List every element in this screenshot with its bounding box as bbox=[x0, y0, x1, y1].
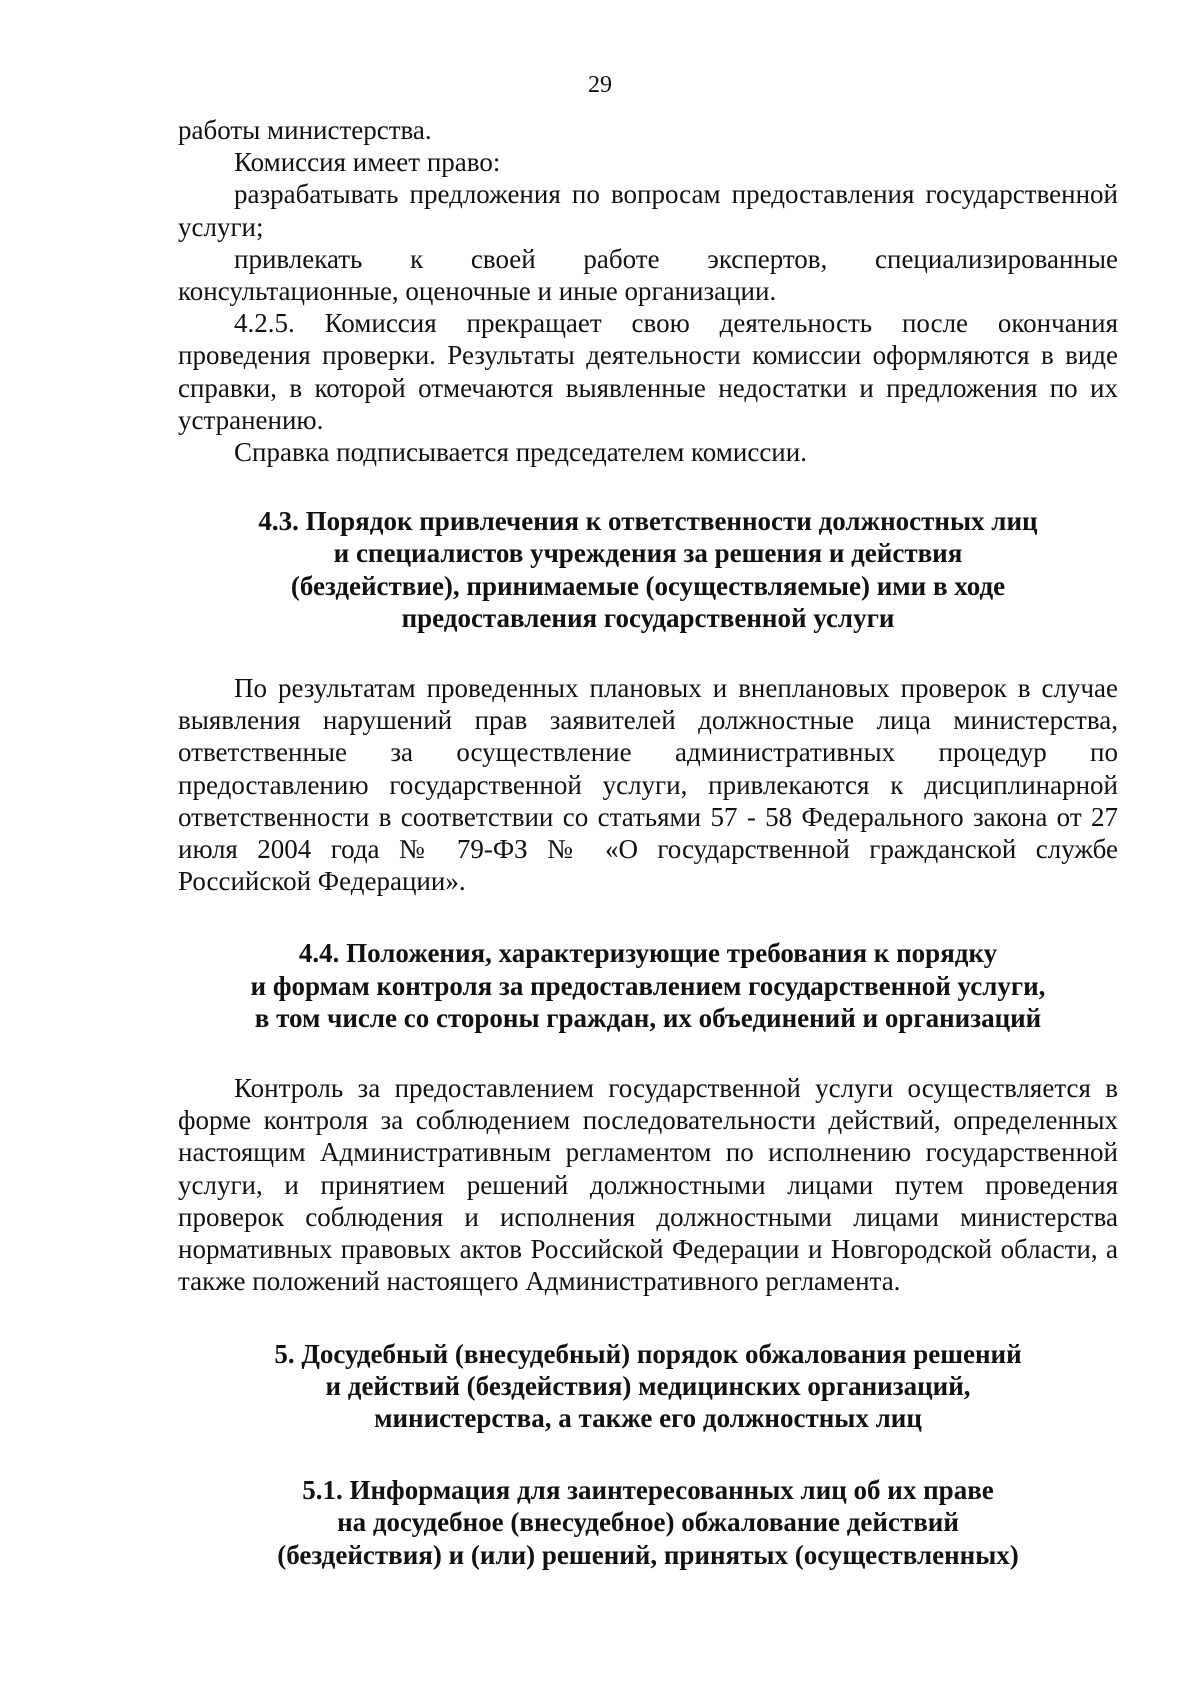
paragraph: разрабатывать предложения по вопросам предоставления государственной услуги; bbox=[178, 179, 1118, 242]
heading-line: 5.1. Информация для заинтересованных лиц об их праве bbox=[302, 1475, 994, 1506]
heading-line: и специалистов учреждения за решения и действия bbox=[333, 538, 963, 569]
heading-line: (бездействие), принимаемые (осуществляемые) ими в ходе bbox=[290, 570, 1006, 601]
heading-line: 5. Досудебный (внесудебный) порядок обжалования решений bbox=[274, 1338, 1022, 1369]
heading-line: (бездействия) и (или) решений, принятых (осуществленных) bbox=[277, 1539, 1019, 1570]
heading-line: и формам контроля за предоставлением государственной услуги, bbox=[250, 970, 1046, 1001]
section-heading-4-3 bbox=[178, 505, 1118, 634]
paragraph: привлекать к своей работе экспертов, специализированные консультационные, оценочные и иные организации. bbox=[178, 243, 1118, 307]
heading-line: в том числе со стороны граждан, их объединений и организаций bbox=[254, 1002, 1042, 1033]
document-body bbox=[178, 114, 1118, 1571]
heading-line: предоставления государственной услуги bbox=[401, 602, 895, 633]
section-heading-4-4 bbox=[178, 937, 1118, 1034]
heading-line: 4.4. Положения, характеризующие требования к порядку bbox=[298, 938, 998, 969]
paragraph: работы министерства. bbox=[178, 115, 432, 145]
heading-line: 4.3. Порядок привлечения к ответственности должностных лиц bbox=[258, 506, 1038, 537]
paragraph: 4.2.5. Комиссия прекращает свою деятельность после окончания проведения проверки. Результаты деятельности комиссии оформляются в виде справки, в которой отмечаются выявленные недостатки и предложения по их устранению. bbox=[178, 308, 1118, 435]
section-heading-5 bbox=[178, 1338, 1118, 1435]
heading-line: и действий (бездействия) медицинских организаций, bbox=[325, 1370, 971, 1401]
paragraph: Контроль за предоставлением государственной услуги осуществляется в форме контроля за соблюдением последовательности действий, определенных настоящим Административным регламентом по исполнению государственной услуги, и принятием решений должностными лицами путем проведения проверок соблюдения и исполнения должностными лицами министерства нормативных правовых актов Российской Федерации и Новгородской области, а также положений настоящего Административного регламента. bbox=[178, 1073, 1118, 1297]
page-number: 29 bbox=[588, 72, 612, 98]
heading-line: министерства, а также его должностных лиц bbox=[374, 1402, 922, 1433]
paragraph: Справка подписывается председателем комиссии. bbox=[234, 437, 807, 468]
paragraph: Комиссия имеет право: bbox=[234, 147, 501, 178]
paragraph: По результатам проведенных плановых и внеплановых проверок в случае выявления нарушений прав заявителей должностные лица министерства, ответственные за осуществление административных процедур по предоставлению государственной услуги, привлекаются к дисциплинарной ответственности в соответствии со статьями 57 - 58 Федерального закона от 27 июля 2004 года № 79-ФЗ № «О государственной гражданской службе Российской Федерации». bbox=[178, 673, 1118, 897]
section-heading-5-1 bbox=[178, 1474, 1118, 1571]
heading-line: на досудебное (внесудебное) обжалование действий bbox=[337, 1507, 959, 1538]
